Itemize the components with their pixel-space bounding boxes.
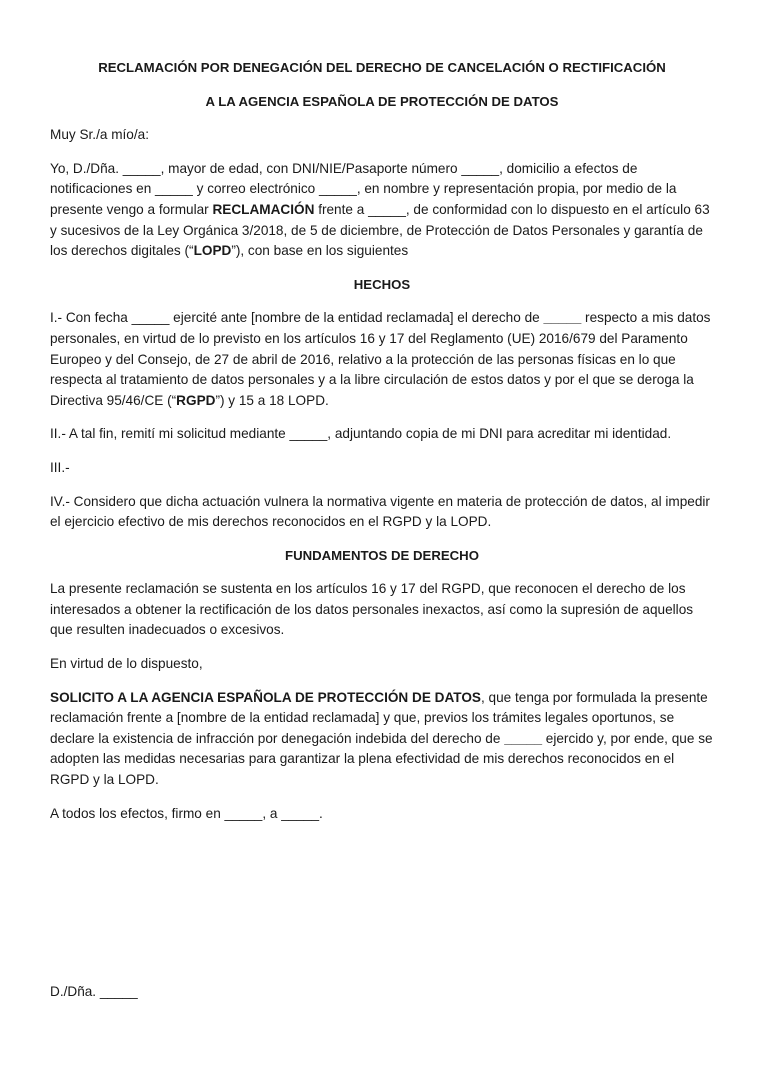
- reclamacion-bold: RECLAMACIÓN: [212, 201, 315, 217]
- firma-line: A todos los efectos, firmo en _____, a _____.: [50, 805, 323, 821]
- document-page: [50, 58, 714, 824]
- solicito-bold: SOLICITO A LA AGENCIA ESPAÑOLA DE PROTECCIÓN DE DATOS: [50, 689, 481, 705]
- hecho-3: III.-: [50, 459, 70, 475]
- hechos-heading: HECHOS: [353, 276, 411, 292]
- greeting: Muy Sr./a mío/a:: [50, 127, 149, 143]
- derecho-blank-2: _____: [504, 730, 543, 746]
- fundamentos-paragraph: La presente reclamación se sustenta en los artículos 16 y 17 del RGPD, que reconocen el derecho de los interesados a obtener la rectificación de los datos personales inexactos, así como la supresión de aquellos que resulten inadecuados o excesivos.: [50, 581, 694, 638]
- rgpd-bold: RGPD: [176, 392, 216, 408]
- hecho-1: I.- Con fecha _____ ejercité ante [nombre de la entidad reclamada] el derecho de _____ respecto a mis datos personales, en virtud de lo previsto en los artículos 16 y 17 del Reglamento (UE) 2016/679 del Paramento Europeo y del Consejo, de 27 de abril de 2016, relativo a la protección de las personas físicas en lo que respecta al tratamiento de datos personales y a la libre circulación de estos datos y por el que se deroga la Directiva 95/46/CE (“RGPD”) y 15 a 18 LOPD.: [50, 310, 711, 408]
- solicito-paragraph: SOLICITO A LA AGENCIA ESPAÑOLA DE PROTECCIÓN DE DATOS, que tenga por formulada la presente reclamación frente a [nombre de la entidad reclamada] y que, previos los trámites legales oportunos, se declare la existencia de infracción por denegación indebida del derecho de _____ ejercido y, por ende, que se adopten las medidas necesarias para garantizar la plena efectividad de mis derechos reconocidos en el RGPD y la LOPD.: [50, 689, 713, 788]
- virtud-line: En virtud de lo dispuesto,: [50, 656, 203, 672]
- signature-name: D./Dña. _____: [50, 984, 138, 999]
- hecho-4: IV.- Considero que dicha actuación vulnera la normativa vigente en materia de protección de datos, al impedir el ejercicio efectivo de mis derechos reconocidos en el RGPD y la LOPD.: [50, 493, 710, 530]
- intro-paragraph: Yo, D./Dña. _____, mayor de edad, con DNI/NIE/Pasaporte número _____, domicilio a efectos de notificaciones en _____ y correo electrónico _____, en nombre y representación propia, por medio de la presente vengo a formular RECLAMACIÓN frente a _____, de conformidad con lo dispuesto en el artículo 63 y sucesivos de la Ley Orgánica 3/2018, de 5 de diciembre, de Protección de Datos Personales y garantía de los derechos digitales (“LOPD”), con base en los siguientes: [50, 160, 710, 259]
- hecho-2: II.- A tal fin, remití mi solicitud mediante _____, adjuntando copia de mi DNI para acreditar mi identidad.: [50, 426, 672, 442]
- document-subtitle: A LA AGENCIA ESPAÑOLA DE PROTECCIÓN DE DATOS: [205, 93, 559, 109]
- lopd-bold: LOPD: [193, 243, 232, 259]
- document-title: RECLAMACIÓN POR DENEGACIÓN DEL DERECHO DE CANCELACIÓN O RECTIFICACIÓN: [98, 60, 666, 75]
- derecho-blank: _____: [543, 310, 582, 326]
- fundamentos-heading: FUNDAMENTOS DE DERECHO: [285, 547, 479, 563]
